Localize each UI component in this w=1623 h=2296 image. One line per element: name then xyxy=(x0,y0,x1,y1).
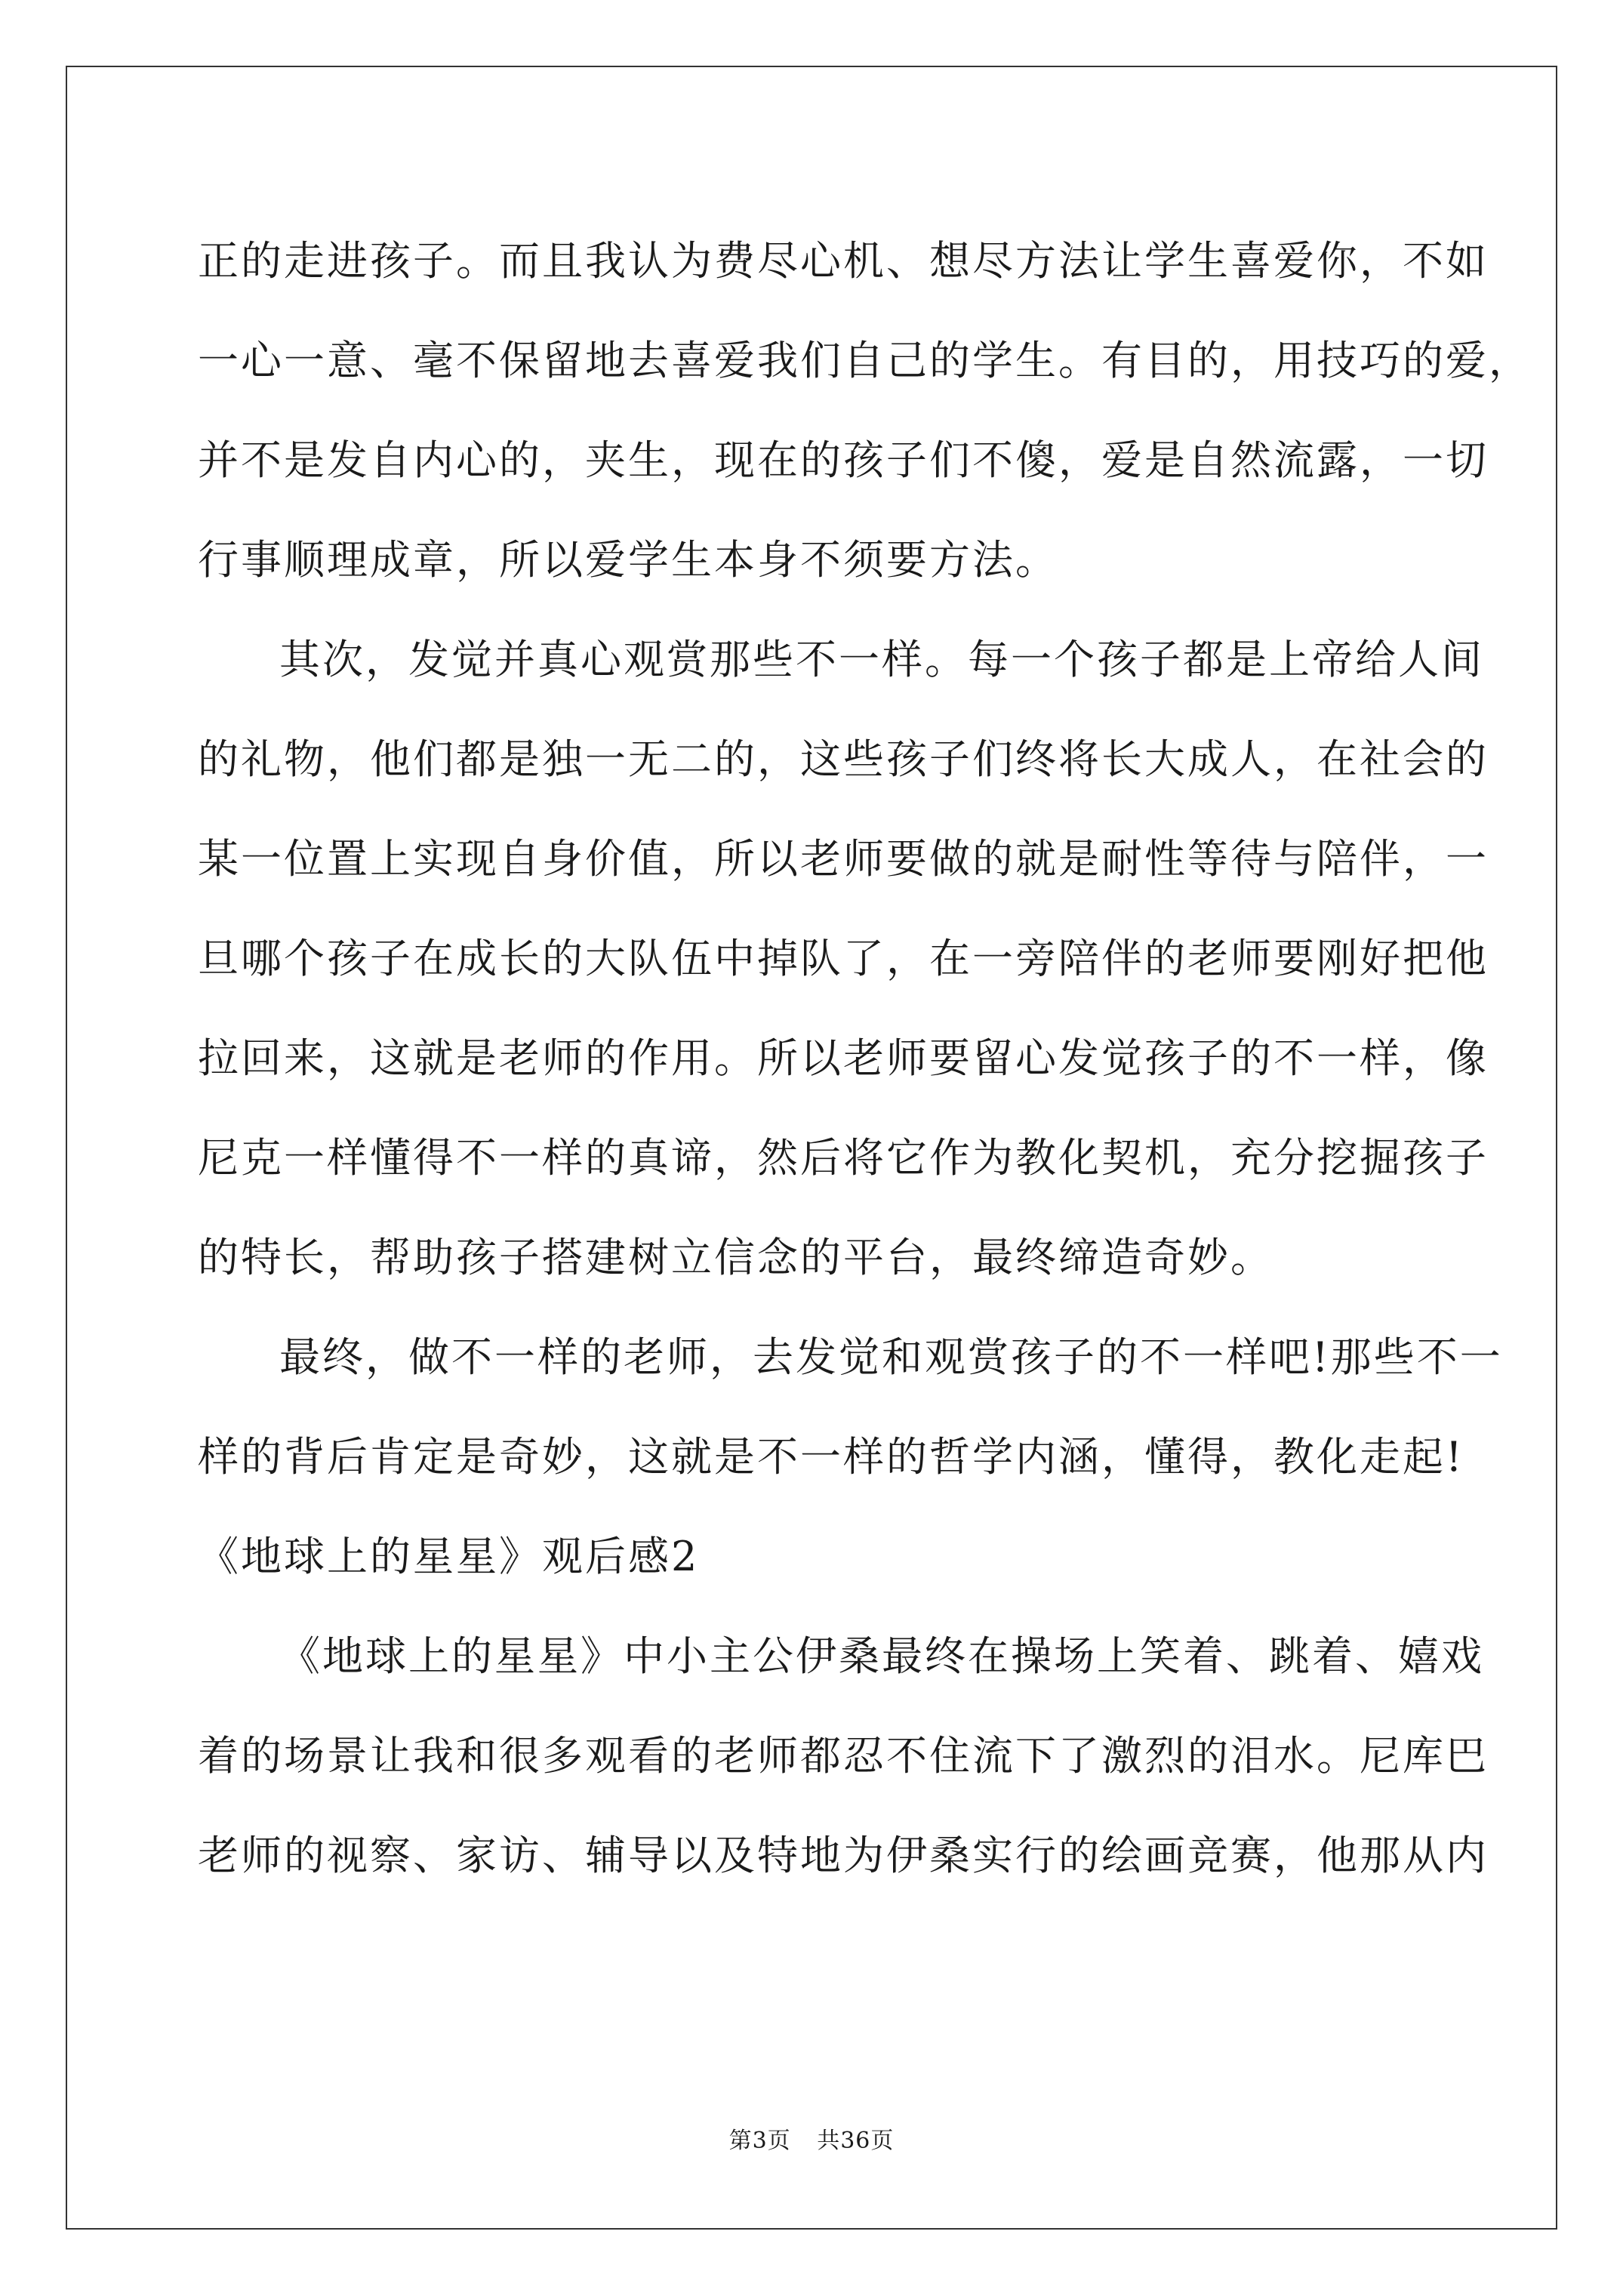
text-line-13: 样的背后肯定是奇妙，这就是不一样的哲学内涵，懂得，教化走起! xyxy=(198,1433,1464,1481)
text-line-7: 某一位置上实现自身价值，所以老师要做的就是耐性等待与陪伴，一 xyxy=(198,835,1489,883)
text-line-16: 着的场景让我和很多观看的老师都忍不住流下了激烈的泪水。尼库巴 xyxy=(198,1732,1489,1780)
text-line-9: 拉回来，这就是老师的作用。所以老师要留心发觉孩子的不一样，像 xyxy=(198,1034,1489,1082)
page-number: 第3页 xyxy=(728,2128,791,2154)
document-body xyxy=(198,211,1532,1906)
text-line-17: 老师的视察、家访、辅导以及特地为伊桑实行的绘画竞赛，他那从内 xyxy=(198,1832,1489,1879)
text-line-3: 并不是发自内心的，夹生，现在的孩子们不傻，爱是自然流露，一切 xyxy=(198,436,1489,484)
text-line-1: 正的走进孩子。而且我认为费尽心机、想尽方法让学生喜爱你，不如 xyxy=(198,237,1489,285)
text-line-2: 一心一意、毫不保留地去喜爱我们自己的学生。有目的，用技巧的爱， xyxy=(198,337,1532,384)
page-footer xyxy=(0,2122,1623,2155)
text-line-10: 尼克一样懂得不一样的真谛，然后将它作为教化契机，充分挖掘孩子 xyxy=(198,1134,1489,1182)
text-line-12: 最终，做不一样的老师，去发觉和观赏孩子的不一样吧!那些不一 xyxy=(279,1333,1503,1381)
text-line-15: 《地球上的星星》中小主公伊桑最终在操场上笑着、跳着、嬉戏 xyxy=(279,1632,1484,1680)
text-line-5: 其次，发觉并真心观赏那些不一样。每一个孩子都是上帝给人间 xyxy=(279,636,1484,683)
text-line-11: 的特长，帮助孩子搭建树立信念的平台，最终缔造奇妙。 xyxy=(198,1234,1273,1281)
text-line-6: 的礼物，他们都是独一无二的，这些孩子们终将长大成人，在社会的 xyxy=(198,735,1489,783)
page-total: 共36页 xyxy=(817,2128,895,2154)
section-heading: 《地球上的星星》观后感2 xyxy=(198,1533,700,1580)
text-line-8: 旦哪个孩子在成长的大队伍中掉队了，在一旁陪伴的老师要刚好把他 xyxy=(198,935,1489,982)
text-line-4: 行事顺理成章，所以爱学生本身不须要方法。 xyxy=(198,536,1058,584)
